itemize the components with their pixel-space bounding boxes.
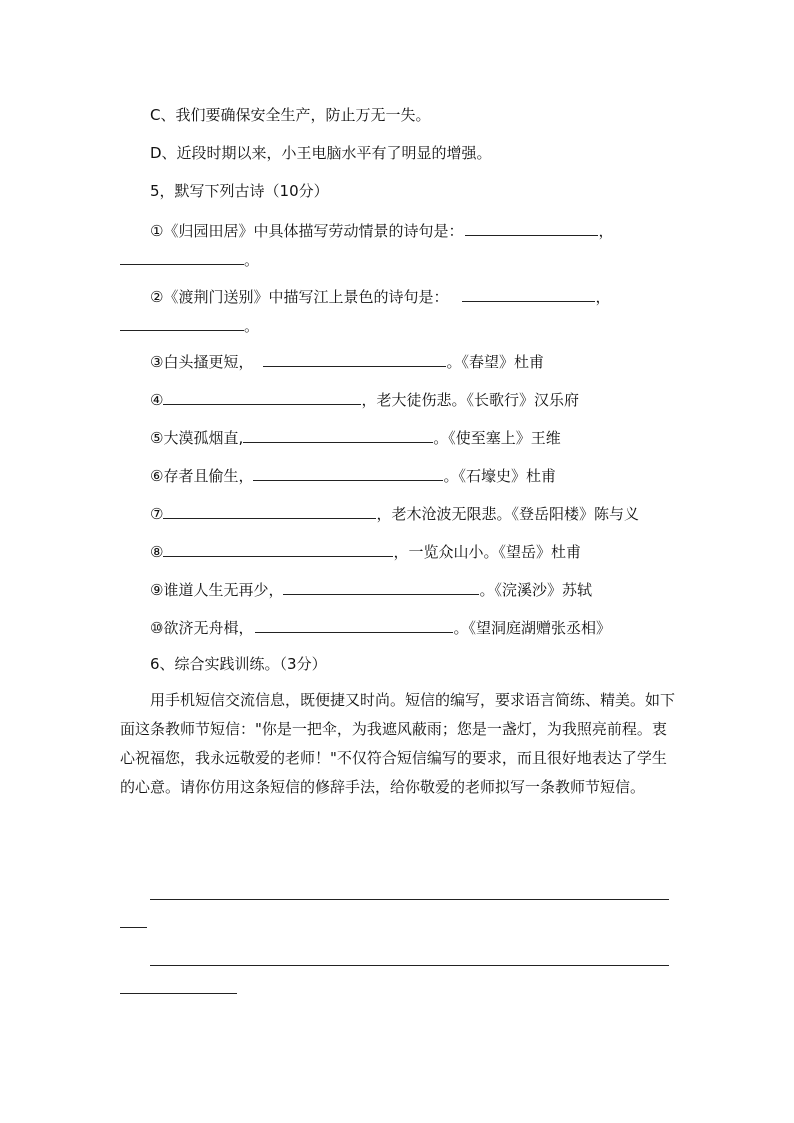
- answer-blank-1b[interactable]: [120, 248, 244, 265]
- question-5-title: 5，默写下列古诗（10分）: [150, 182, 329, 200]
- poem-item-3: [150, 350, 544, 372]
- poem-item-10: [150, 616, 611, 638]
- answer-blank-4[interactable]: [163, 388, 361, 405]
- poem-item-10-prompt: ⑩欲济无舟楫，: [150, 619, 254, 637]
- answer-line-1[interactable]: [150, 899, 669, 900]
- answer-blank-3[interactable]: [263, 350, 446, 367]
- answer-blank-1a[interactable]: [465, 219, 598, 236]
- poem-item-7-source: ，老木沧波无限悲。《登岳阳楼》陈与义: [376, 505, 639, 523]
- answer-blank-9[interactable]: [283, 578, 479, 595]
- answer-line-1-tail[interactable]: [120, 927, 147, 928]
- poem-item-1-end: 。: [244, 251, 260, 269]
- poem-item-3-source: 。《春望》杜甫: [446, 353, 544, 371]
- answer-blank-7[interactable]: [163, 502, 376, 519]
- poem-item-6: [150, 464, 556, 486]
- poem-item-8-source: ，一览众山小。《望岳》杜甫: [393, 543, 581, 561]
- poem-item-1-prompt: ①《归园田居》中具体描写劳动情景的诗句是：: [150, 222, 464, 240]
- question-6-paragraph: 用手机短信交流信息，既便捷又时尚。短信的编写，要求语言简练、精美。如下面这条教师节短信："你是一把伞，为我遮风蔽雨；您是一盏灯，为我照亮前程。衷心祝福您，我永远敬爱的老师！"不仅符合短信编写的要求，而且很好地表达了学生的心意。请你仿用这条短信的修辞手法，给你敬爱的老师拟写一条教师节短信。: [120, 691, 676, 796]
- poem-item-8: [150, 540, 581, 562]
- poem-item-1-cont: [120, 248, 259, 270]
- poem-item-3-prompt: ③白头搔更短，: [150, 353, 254, 371]
- poem-item-9: [150, 578, 592, 600]
- answer-blank-10[interactable]: [255, 616, 453, 633]
- poem-item-4: [150, 388, 579, 410]
- poem-item-5: [150, 426, 561, 448]
- poem-item-7-prompt: ⑦: [150, 505, 164, 523]
- answer-line-2[interactable]: [150, 965, 669, 966]
- poem-item-2-cont: [120, 314, 259, 336]
- poem-item-6-prompt: ⑥存者且偷生，: [150, 467, 254, 485]
- poem-item-2-end: 。: [244, 317, 260, 335]
- answer-blank-5[interactable]: [243, 426, 433, 443]
- answer-blank-8[interactable]: [163, 540, 393, 557]
- option-c: C、我们要确保安全生产，防止万无一失。: [150, 106, 431, 124]
- answer-line-2-tail[interactable]: [120, 993, 237, 994]
- answer-blank-2b[interactable]: [120, 314, 244, 331]
- poem-item-1: [150, 219, 613, 241]
- poem-item-4-prompt: ④: [150, 391, 164, 409]
- poem-item-10-source: 。《望洞庭湖赠张丞相》: [453, 619, 611, 637]
- poem-item-9-source: 。《浣溪沙》苏轼: [479, 581, 592, 599]
- poem-item-5-prompt: ⑤大漠孤烟直,: [150, 429, 244, 447]
- answer-blank-2a[interactable]: [462, 285, 595, 302]
- question-6-title: 6、综合实践训练。（3分）: [150, 655, 327, 673]
- poem-item-2-prompt: ②《渡荆门送别》中描写江上景色的诗句是：: [150, 288, 449, 306]
- option-d: D、近段时期以来，小王电脑水平有了明显的增强。: [150, 144, 492, 162]
- poem-item-4-source: ，老大徒伤悲。《长歌行》汉乐府: [361, 391, 579, 409]
- poem-item-1-sep: ，: [598, 222, 614, 240]
- poem-item-8-prompt: ⑧: [150, 543, 164, 561]
- poem-item-9-prompt: ⑨谁道人生无再少，: [150, 581, 284, 599]
- poem-item-5-source: 。《使至塞上》王维: [433, 429, 561, 447]
- poem-item-7: [150, 502, 639, 524]
- answer-blank-6[interactable]: [253, 464, 443, 481]
- poem-item-2-sep: ，: [595, 288, 611, 306]
- poem-item-6-source: 。《石壕史》杜甫: [443, 467, 556, 485]
- poem-item-2: [150, 285, 610, 307]
